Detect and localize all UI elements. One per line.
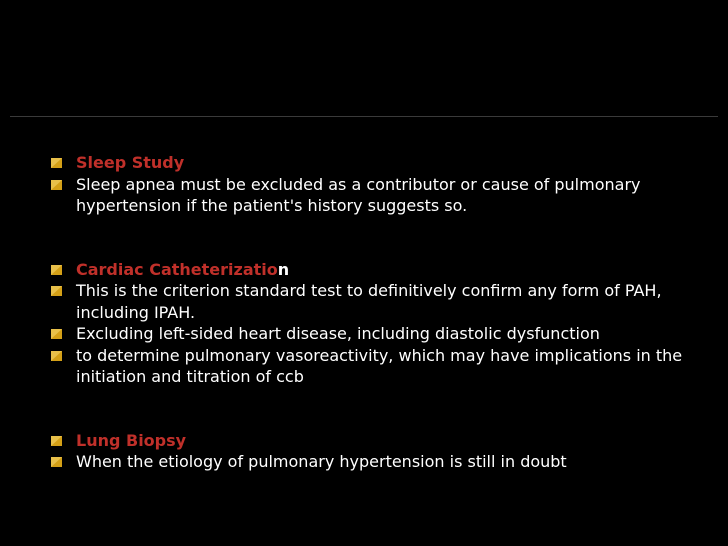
bullet-text: Excluding left-sided heart disease, including diastolic dysfunction bbox=[76, 324, 600, 343]
bullet-cath-1 bbox=[50, 280, 720, 323]
square-bullet-icon bbox=[50, 350, 63, 362]
bullet-text: to determine pulmonary vasoreactivity, which may have implications in the initiation and titration of ccb bbox=[76, 345, 683, 386]
bullet-text: Sleep apnea must be excluded as a contributor or cause of pulmonary hypertension if the patient's history suggests so. bbox=[76, 174, 641, 215]
square-bullet-icon bbox=[50, 285, 63, 297]
bullet-cath-heading bbox=[50, 259, 720, 281]
square-bullet-icon bbox=[50, 456, 63, 468]
square-bullet-icon bbox=[50, 264, 63, 276]
bullet-text: When the etiology of pulmonary hypertension is still in doubt bbox=[76, 452, 567, 471]
bullet-biopsy-heading bbox=[50, 430, 720, 452]
section-heading: Sleep Study bbox=[76, 153, 185, 172]
bullet-sleep-heading bbox=[50, 152, 720, 174]
bullet-text: This is the criterion standard test to definitively confirm any form of PAH, including IPAH. bbox=[76, 281, 662, 322]
square-bullet-icon bbox=[50, 328, 63, 340]
divider-line bbox=[10, 116, 718, 117]
bullet-cath-3 bbox=[50, 345, 720, 388]
section-heading: Lung Biopsy bbox=[76, 430, 187, 450]
square-bullet-icon bbox=[50, 157, 63, 169]
title-band bbox=[0, 0, 728, 115]
section-heading: Cardiac Catheterizatio bbox=[76, 259, 278, 279]
bullet-sleep-1 bbox=[50, 174, 720, 217]
square-bullet-icon bbox=[50, 435, 63, 447]
bullet-cath-2 bbox=[50, 323, 720, 345]
square-bullet-icon bbox=[50, 179, 63, 191]
section-heading-tail: n bbox=[277, 259, 290, 279]
slide-content bbox=[50, 152, 720, 473]
bullet-biopsy-1 bbox=[50, 451, 720, 473]
